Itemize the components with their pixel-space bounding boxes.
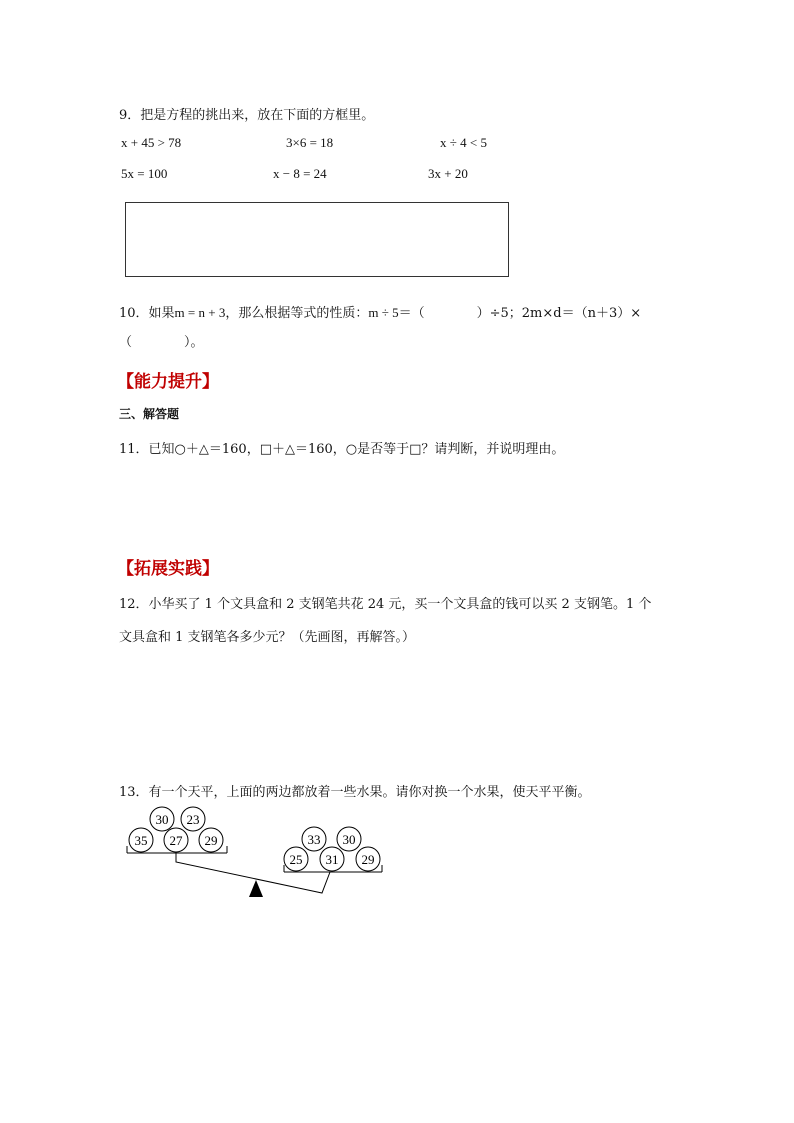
svg-text:30: 30	[155, 812, 169, 827]
subheading-answer-questions: 三、解答题	[119, 407, 180, 421]
svg-text:33: 33	[307, 832, 321, 847]
fruit-left-top-2	[181, 807, 205, 831]
equation-1: x + 45 > 78	[121, 135, 182, 150]
svg-text:27: 27	[169, 833, 183, 848]
svg-text:23: 23	[186, 812, 200, 827]
svg-text:31: 31	[325, 852, 339, 867]
q9-prompt: 9．把是方程的挑出来，放在下面的方框里。	[119, 108, 375, 123]
q10-line1	[119, 302, 641, 321]
q9-answer-box[interactable]	[125, 202, 509, 277]
fruit-left-top-1	[150, 807, 174, 831]
q10-condition: m = n + 3	[174, 305, 226, 320]
fulcrum	[249, 880, 263, 897]
q10-part2: ，那么根据等式的性质：	[225, 306, 369, 321]
fruit-right-top-2	[337, 827, 361, 851]
equation-5: x − 8 = 24	[273, 166, 327, 181]
section-heading-practice: 【拓展实践】	[117, 559, 219, 579]
q10-expression: m ÷ 5	[368, 305, 399, 320]
equation-3: x ÷ 4 < 5	[440, 135, 487, 150]
q11-prompt: 11．已知○＋△＝160，□＋△＝160，○是否等于□？请判断，并说明理由。	[119, 442, 565, 457]
q10-part3: ＝（ ）÷5；2m×d＝（n＋3）×	[398, 306, 642, 321]
q12-line2: 文具盒和 1 支钢笔各多少元？（先画图，再解答。）	[119, 630, 416, 645]
q10-part1: 10．如果	[119, 306, 175, 321]
q13-prompt: 13．有一个天平，上面的两边都放着一些水果。请你对换一个水果，使天平平衡。	[119, 785, 591, 800]
q12-line1: 12．小华买了 1 个文具盒和 2 支钢笔共花 24 元，买一个文具盒的钱可以买 2 支钢笔。1 个	[119, 597, 652, 612]
balance-diagram	[120, 800, 400, 905]
equation-4: 5x = 100	[121, 166, 168, 181]
fruit-left-bottom-3	[199, 828, 223, 852]
section-heading-ability: 【能力提升】	[117, 372, 219, 392]
svg-text:35: 35	[134, 833, 148, 848]
svg-text:29: 29	[204, 833, 218, 848]
fruit-right-top-1	[302, 827, 326, 851]
fruit-right-bottom-1	[284, 847, 308, 871]
fruit-right-bottom-2	[320, 847, 344, 871]
equation-6: 3x + 20	[428, 166, 468, 181]
q10-line2: （ ）。	[119, 335, 204, 350]
equation-2: 3×6 = 18	[286, 135, 334, 150]
fruit-right-bottom-3	[356, 847, 380, 871]
svg-text:29: 29	[361, 852, 375, 867]
fruit-left-bottom-1	[129, 828, 153, 852]
svg-text:30: 30	[342, 832, 356, 847]
svg-text:25: 25	[289, 852, 303, 867]
fruit-left-bottom-2	[164, 828, 188, 852]
